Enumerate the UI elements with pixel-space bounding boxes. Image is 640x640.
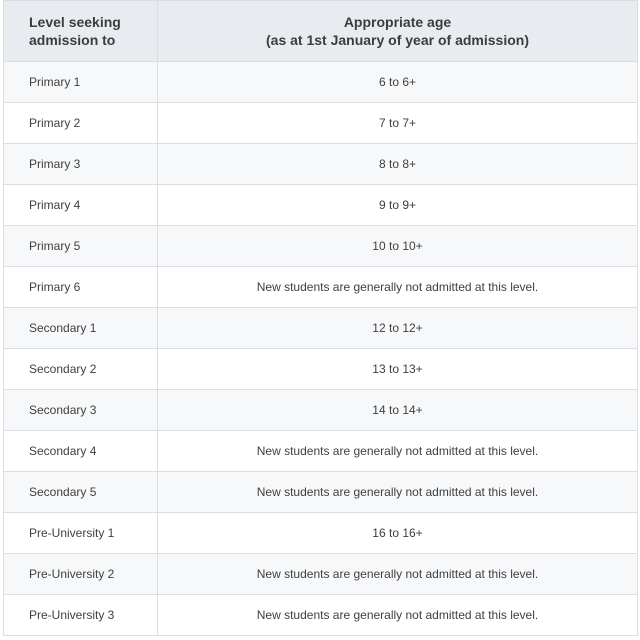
age-header-line2: (as at 1st January of year of admission) <box>266 32 529 48</box>
table-row <box>4 103 638 144</box>
table-header <box>4 1 638 62</box>
age-cell: 13 to 13+ <box>158 349 638 390</box>
age-cell: 9 to 9+ <box>158 185 638 226</box>
age-cell: 16 to 16+ <box>158 513 638 554</box>
table-row <box>4 62 638 103</box>
table-row <box>4 513 638 554</box>
table-row <box>4 144 638 185</box>
age-cell: 7 to 7+ <box>158 103 638 144</box>
age-cell: 12 to 12+ <box>158 308 638 349</box>
level-cell: Primary 6 <box>4 267 158 308</box>
header-row <box>4 1 638 62</box>
age-cell: 14 to 14+ <box>158 390 638 431</box>
level-cell: Primary 5 <box>4 226 158 267</box>
table-row <box>4 308 638 349</box>
level-header-line2: admission to <box>29 32 116 48</box>
level-cell: Pre-University 1 <box>4 513 158 554</box>
table-row <box>4 349 638 390</box>
admission-age-table <box>3 0 638 636</box>
age-cell: New students are generally not admitted at this level. <box>158 554 638 595</box>
table-row <box>4 226 638 267</box>
age-cell: New students are generally not admitted at this level. <box>158 595 638 636</box>
age-cell: 10 to 10+ <box>158 226 638 267</box>
level-cell: Pre-University 3 <box>4 595 158 636</box>
table-row <box>4 267 638 308</box>
age-cell: New students are generally not admitted at this level. <box>158 431 638 472</box>
level-cell: Primary 3 <box>4 144 158 185</box>
age-cell: 8 to 8+ <box>158 144 638 185</box>
level-cell: Pre-University 2 <box>4 554 158 595</box>
level-cell: Secondary 4 <box>4 431 158 472</box>
level-cell: Secondary 2 <box>4 349 158 390</box>
table-row <box>4 472 638 513</box>
level-column-header <box>4 1 158 62</box>
age-column-header <box>158 1 638 62</box>
table-row <box>4 595 638 636</box>
level-cell: Secondary 3 <box>4 390 158 431</box>
level-header-line1: Level seeking <box>29 14 121 30</box>
level-cell: Primary 4 <box>4 185 158 226</box>
age-cell: New students are generally not admitted at this level. <box>158 472 638 513</box>
table-row <box>4 390 638 431</box>
age-cell: New students are generally not admitted at this level. <box>158 267 638 308</box>
level-cell: Secondary 5 <box>4 472 158 513</box>
table-row <box>4 554 638 595</box>
table-row <box>4 431 638 472</box>
level-cell: Secondary 1 <box>4 308 158 349</box>
age-cell: 6 to 6+ <box>158 62 638 103</box>
level-cell: Primary 2 <box>4 103 158 144</box>
level-cell: Primary 1 <box>4 62 158 103</box>
table-row <box>4 185 638 226</box>
age-header-line1: Appropriate age <box>343 14 452 30</box>
table-body <box>4 62 638 636</box>
